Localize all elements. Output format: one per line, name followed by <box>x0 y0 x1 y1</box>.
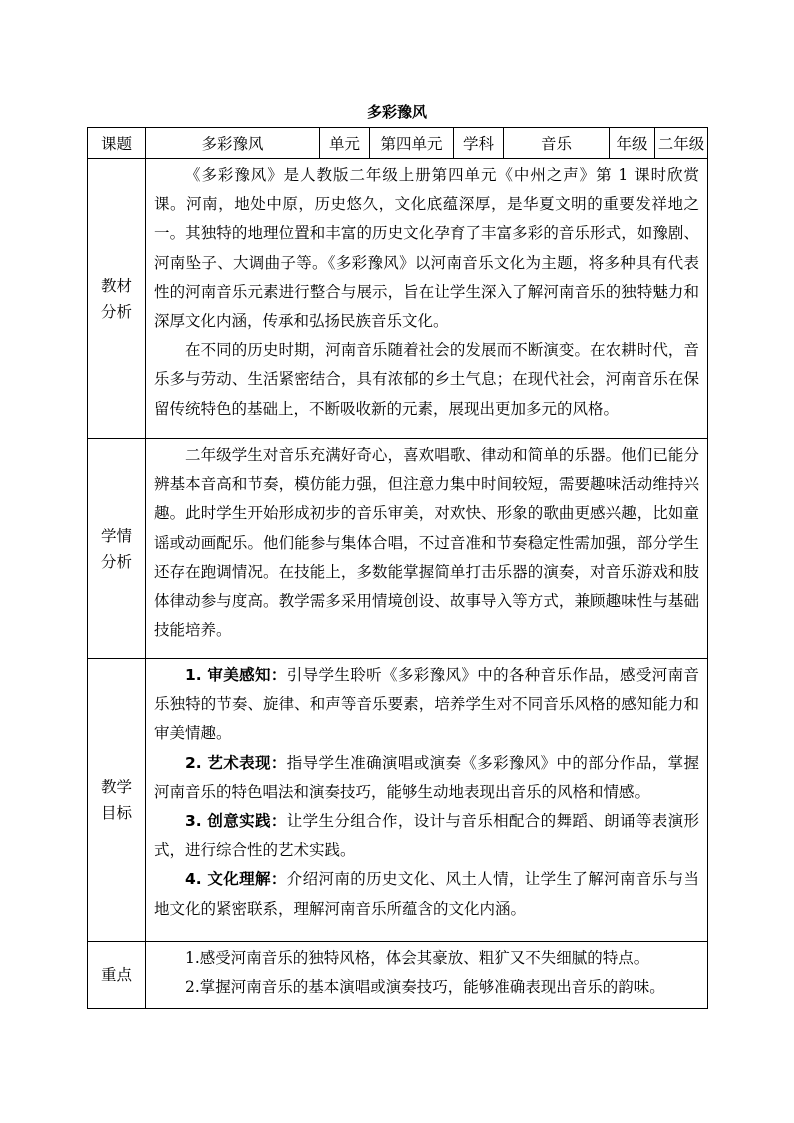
teaching-goals-content <box>146 659 708 942</box>
grade-value: 二年级 <box>655 128 708 159</box>
goal-item <box>154 749 699 807</box>
goal-item <box>154 807 699 865</box>
goal-heading: 2. 艺术表现： <box>185 753 287 772</box>
key-points-label: 重点 <box>88 942 146 1009</box>
subject-label: 学科 <box>454 128 504 159</box>
goal-text: 指导学生准确演唱或演奏《多彩豫风》中的部分作品，掌握河南音乐的特色唱法和演奏技巧，能够生动地表现出音乐的风格和情感。 <box>154 753 699 801</box>
material-analysis-row <box>88 159 708 439</box>
learner-paragraph: 二年级学生对音乐充满好奇心，喜欢唱歌、律动和简单的乐器。他们已能分辨基本音高和节奏，模仿能力强，但注意力集中时间较短，需要趣味活动维持兴趣。此时学生开始形成初步的音乐审美，对欢快、形象的歌曲更感兴趣，比如童谣或动画配乐。他们能参与集体合唱，不过音准和节奏稳定性需加强，部分学生还存在跑调情况。在技能上，多数能掌握简单打击乐器的演奏，对音乐游戏和肢体律动参与度高。教学需多采用情境创设、故事导入等方式，兼顾趣味性与基础技能培养。 <box>154 446 699 640</box>
goal-item <box>154 865 699 923</box>
unit-label: 单元 <box>320 128 370 159</box>
goal-heading: 1. 审美感知： <box>185 666 287 684</box>
material-paragraph: 在不同的历史时期，河南音乐随着社会的发展而不断演变。在农耕时代，音乐多与劳动、生活紧密结合，具有浓郁的乡土气息；在现代社会，河南音乐在保留传统特色的基础上，不断吸收新的元素，展现出更加多元的风格。 <box>154 341 699 418</box>
topic-label: 课题 <box>88 128 146 159</box>
teaching-goals-label: 教学 目标 <box>88 659 146 942</box>
material-paragraph: 《多彩豫风》是人教版二年级上册第四单元《中州之声》第 1 课时欣赏课。河南，地处中原，历史悠久，文化底蕴深厚，是华夏文明的重要发祥地之一。其独特的地理位置和丰富的历史文化孕育了丰富多彩的音乐形式，如豫剧、河南坠子、大调曲子等。《多彩豫风》以河南音乐文化为主题，将多种具有代表性的河南音乐元素进行整合与展示，旨在让学生深入了解河南音乐的独特魅力和深厚文化内涵，传承和弘扬民族音乐文化。 <box>154 166 699 331</box>
topic-value: 多彩豫风 <box>146 128 320 159</box>
key-points-content <box>146 942 708 1009</box>
key-point-item: 2.掌握河南音乐的基本演唱或演奏技巧，能够准确表现出音乐的韵味。 <box>185 978 665 997</box>
goal-text: 让学生分组合作，设计与音乐相配合的舞蹈、朗诵等表演形式，进行综合性的艺术实践。 <box>154 812 699 860</box>
key-point-item: 1.感受河南音乐的独特风格，体会其豪放、粗犷又不失细腻的特点。 <box>185 949 650 967</box>
goal-text: 介绍河南的历史文化、风土人情，让学生了解河南音乐与当地文化的紧密联系，理解河南音乐所蕴含的文化内涵。 <box>154 870 699 918</box>
header-row <box>88 128 708 159</box>
learner-analysis-label: 学情 分析 <box>88 439 146 659</box>
goal-item <box>154 661 699 749</box>
material-analysis-label: 教材 分析 <box>88 159 146 439</box>
material-analysis-content <box>146 159 708 439</box>
learner-analysis-row <box>88 439 708 659</box>
key-points-row <box>88 942 708 1009</box>
lesson-plan-table <box>87 127 708 1009</box>
document-title: 多彩豫风 <box>366 103 427 121</box>
grade-label: 年级 <box>610 128 655 159</box>
goal-heading: 3. 创意实践： <box>185 812 287 831</box>
teaching-goals-row <box>88 659 708 942</box>
goal-text: 引导学生聆听《多彩豫风》中的各种音乐作品，感受河南音乐独特的节奏、旋律、和声等音乐要素，培养学生对不同音乐风格的感知能力和审美情趣。 <box>154 666 699 743</box>
goal-heading: 4. 文化理解： <box>185 870 287 889</box>
subject-value: 音乐 <box>504 128 610 159</box>
unit-value: 第四单元 <box>370 128 454 159</box>
learner-analysis-content <box>146 439 708 659</box>
